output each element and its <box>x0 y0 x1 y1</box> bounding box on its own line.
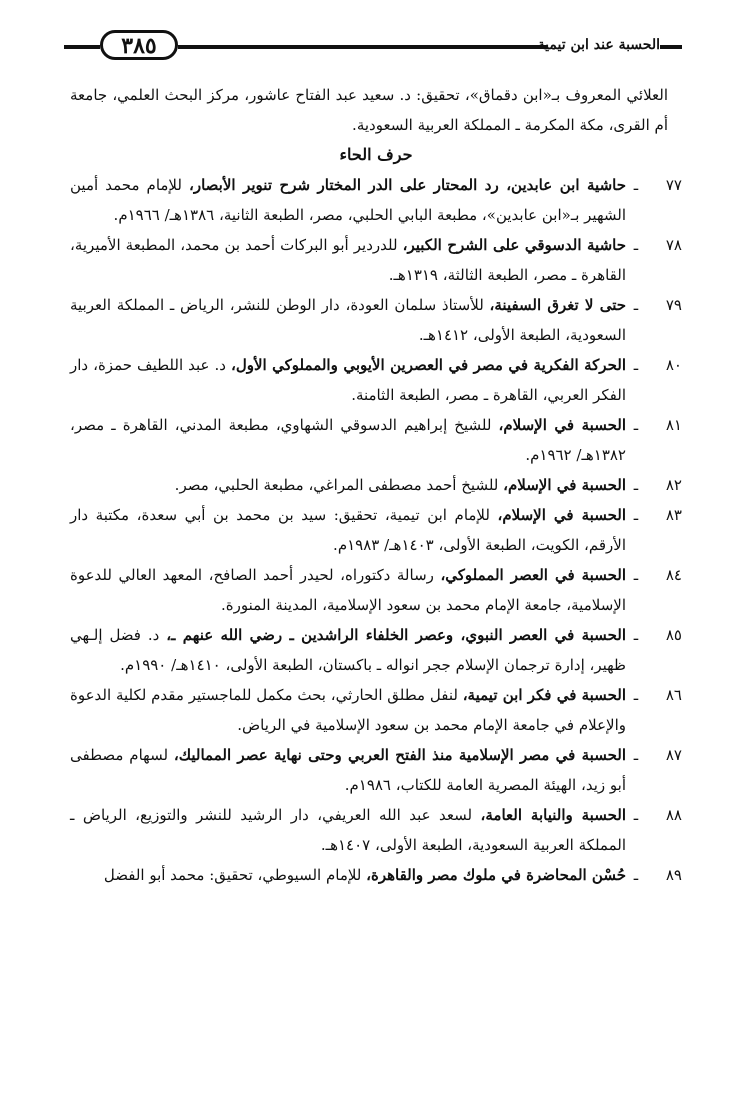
entry-text <box>70 290 626 350</box>
bibliography-entry <box>70 860 682 890</box>
entry-number: ٨٣ <box>665 506 682 524</box>
entry-text <box>70 800 626 860</box>
entry-number: ٨٤ <box>665 566 682 584</box>
entry-title: الحسبة في مصر الإسلامية منذ الفتح العربي وحتى نهاية عصر المماليك، <box>173 746 626 764</box>
entry-details: للشيخ أحمد مصطفى المراغي، مطبعة الحلبي، مصر. <box>174 476 504 494</box>
header-rule-right <box>660 45 682 49</box>
entry-title: الحسبة والنيابة العامة، <box>480 806 626 824</box>
entry-title: حُسْن المحاضرة في ملوك مصر والقاهرة، <box>366 866 626 884</box>
bibliography-entry <box>70 230 682 290</box>
entry-details: د. عبد اللطيف حمزة، دار الفكر العربي، القاهرة ـ مصر، الطبعة الثامنة. <box>70 356 626 404</box>
bibliography-entry <box>70 470 682 500</box>
bibliography-list <box>70 170 682 890</box>
bibliography-entry <box>70 170 682 230</box>
entry-text <box>70 410 626 470</box>
entry-dash: ـ <box>633 866 639 884</box>
entry-details: لنفل مطلق الحارثي، بحث مكمل للماجستير مقدم لكلية الدعوة والإعلام في جامعة الإمام محمد بن سعود الإسلامية في الرياض. <box>70 686 626 734</box>
running-title: الحسبة عند ابن تيمية <box>537 37 660 53</box>
entry-text <box>70 680 626 740</box>
entry-title: الحسبة في العصر المملوكي، <box>440 566 627 584</box>
entry-title: الحسبة في الإسلام، <box>503 476 626 494</box>
bibliography-content <box>70 80 682 890</box>
continued-entry-text: العلائي المعروف بـ«ابن دقماق»، تحقيق: د. سعيد عبد الفتاح عاشور، مركز البحث العلمي، جامعة أم القرى، مكة المكرمة ـ المملكة العربية السعودية. <box>70 86 668 134</box>
entry-dash: ـ <box>633 746 639 764</box>
entry-number: ٧٧ <box>665 176 682 194</box>
entry-title: الحركة الفكرية في مصر في العصرين الأيوبي والمملوكي الأول، <box>230 356 626 374</box>
bibliography-entry <box>70 410 682 470</box>
entry-dash: ـ <box>633 476 639 494</box>
entry-title: حاشية ابن عابدين، رد المحتار على الدر المختار شرح تنوير الأبصار، <box>189 176 626 194</box>
entry-title: الحسبة في الإسلام، <box>498 416 627 434</box>
entry-number: ٨٨ <box>665 806 682 824</box>
entry-number: ٨٧ <box>665 746 682 764</box>
entry-title: الحسبة في الإسلام، <box>497 506 626 524</box>
entry-number: ٨٢ <box>665 476 682 494</box>
bibliography-entry <box>70 500 682 560</box>
entry-number: ٨٦ <box>665 686 682 704</box>
entry-text <box>70 230 626 290</box>
entry-dash: ـ <box>633 416 639 434</box>
section-heading: حرف الحاء <box>339 145 413 164</box>
entry-text <box>70 500 626 560</box>
entry-text <box>70 170 626 230</box>
entry-text <box>70 470 626 500</box>
entry-title: حتى لا تغرق السفينة، <box>489 296 627 314</box>
entry-details: لسعد عبد الله العريفي، دار الرشيد للنشر والتوزيع، الرياض ـ المملكة العربية السعودية، الطبعة الأولى، ١٤٠٧هـ. <box>70 806 626 854</box>
page-header <box>0 30 755 66</box>
header-rule-left <box>64 45 100 49</box>
entry-details: د. فضل إلـهي ظهير، إدارة ترجمان الإسلام ججر انواله ـ باكستان، الطبعة الأولى، ١٤١٠هـ/ ١٩٩٠م. <box>70 626 626 674</box>
entry-number: ٨٠ <box>665 356 682 374</box>
bibliography-entry <box>70 740 682 800</box>
entry-title: الحسبة في فكر ابن تيمية، <box>462 686 626 704</box>
bibliography-entry <box>70 680 682 740</box>
entry-text <box>70 620 626 680</box>
entry-text <box>70 560 626 620</box>
entry-details: للشيخ إبراهيم الدسوقي الشهاوي، مطبعة المدني، القاهرة ـ مصر، ١٣٨٢هـ/ ١٩٦٢م. <box>70 416 626 464</box>
entry-details: للإمام محمد أمين الشهير بـ«ابن عابدين»، مطبعة البابي الحلبي، مصر، الطبعة الثانية، ١٣٨٦هـ/ ١٩٦٦م. <box>70 176 626 224</box>
bibliography-entry <box>70 350 682 410</box>
bibliography-entry <box>70 620 682 680</box>
entry-dash: ـ <box>633 356 639 374</box>
bibliography-entry <box>70 290 682 350</box>
entry-text <box>70 350 626 410</box>
entry-dash: ـ <box>633 506 639 524</box>
entry-details: للدردير أبو البركات أحمد بن محمد، المطبعة الأميرية، القاهرة ـ مصر، الطبعة الثالثة، ١٣١٩هـ. <box>70 236 626 284</box>
entry-dash: ـ <box>633 566 639 584</box>
entry-number: ٧٨ <box>665 236 682 254</box>
entry-details: لسهام مصطفى أبو زيد، الهيئة المصرية العامة للكتاب، ١٩٨٦م. <box>70 746 626 794</box>
header-rule-middle <box>178 45 548 49</box>
entry-number: ٧٩ <box>665 296 682 314</box>
entry-title: حاشية الدسوقي على الشرح الكبير، <box>402 236 626 254</box>
entry-details: للإمام ابن تيمية، تحقيق: سيد بن محمد بن أبي سعدة، مكتبة دار الأرقم، الكويت، الطبعة الأولى، ١٤٠٣هـ/ ١٩٨٣م. <box>70 506 626 554</box>
entry-number: ٨١ <box>665 416 682 434</box>
entry-details: للأستاذ سلمان العودة، دار الوطن للنشر، الرياض ـ المملكة العربية السعودية، الطبعة الأولى، ١٤١٢هـ. <box>70 296 626 344</box>
bibliography-entry <box>70 800 682 860</box>
entry-text <box>70 860 626 890</box>
entry-dash: ـ <box>633 806 639 824</box>
entry-dash: ـ <box>633 296 639 314</box>
page-number: ٣٨٥ <box>100 30 178 60</box>
bibliography-entry <box>70 560 682 620</box>
entry-dash: ـ <box>633 686 639 704</box>
entry-details: رسالة دكتوراه، لحيدر أحمد الصافح، المعهد العالي للدعوة الإسلامية، جامعة الإمام محمد بن سعود الإسلامية، المدينة المنورة. <box>70 566 626 614</box>
entry-dash: ـ <box>633 176 639 194</box>
entry-number: ٨٩ <box>665 866 682 884</box>
entry-number: ٨٥ <box>665 626 682 644</box>
entry-dash: ـ <box>633 236 639 254</box>
entry-details: للإمام السيوطي، تحقيق: محمد أبو الفضل <box>103 866 367 884</box>
entry-text <box>70 740 626 800</box>
entry-title: الحسبة في العصر النبوي، وعصر الخلفاء الراشدين ـ رضي الله عنهم ـ، <box>166 626 626 644</box>
entry-dash: ـ <box>633 626 639 644</box>
